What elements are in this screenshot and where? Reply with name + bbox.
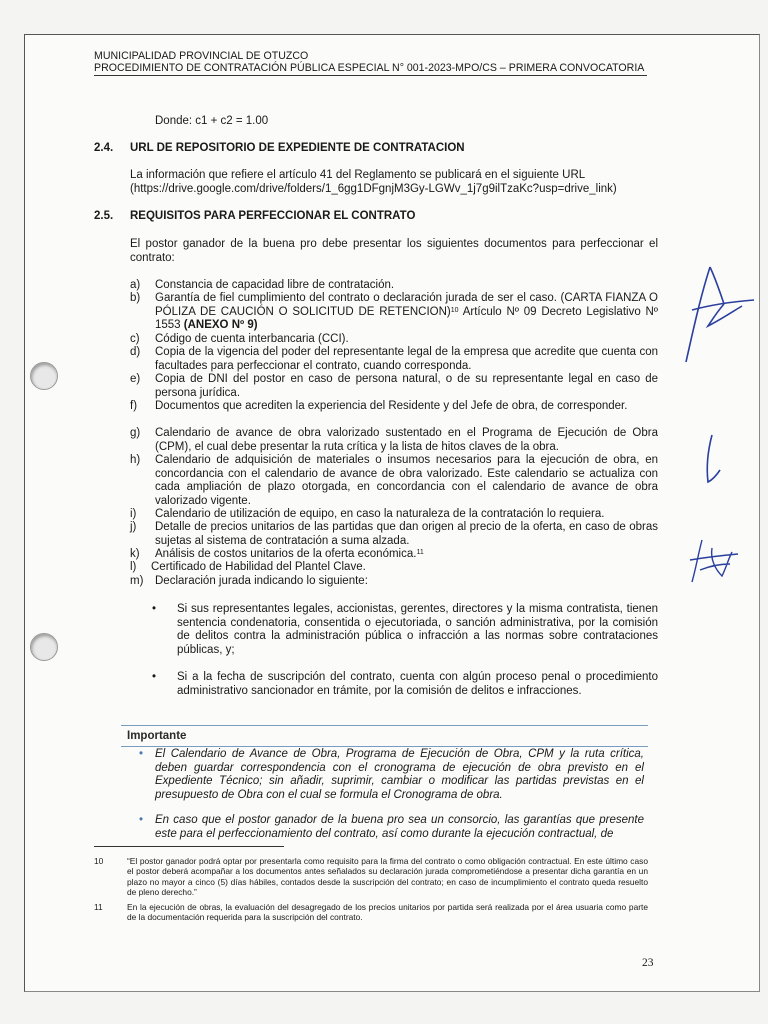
initial-mark: [682, 530, 752, 590]
initial-mark: [700, 430, 730, 490]
list-text-part: Análisis de costos unitarios de la oferta económica.: [155, 548, 417, 560]
bullet-dot: •: [139, 814, 144, 826]
footnote-ref: 11: [416, 549, 424, 556]
punch-hole: [30, 633, 58, 661]
section-title: URL DE REPOSITORIO DE EXPEDIENTE DE CONTRATACION: [130, 142, 465, 154]
list-text: [155, 292, 658, 333]
section-intro: El postor ganador de la buena pro debe presentar los siguientes documentos para perfeccionar el contrato:: [130, 238, 658, 264]
punch-hole: [30, 362, 58, 390]
footnote-number: 10: [94, 856, 104, 866]
list-text: Calendario de adquisición de materiales o insumos necesarios para la ejecución de obra, en concordancia con el calendario de avance de obra valorizado. Este calendario se actualiza con cada ampliación de plazo otorgada, en concordancia con el calendario de avance de obra valorizado vigente.: [155, 454, 658, 507]
list-marker: b): [130, 292, 141, 304]
list-marker: e): [130, 373, 141, 385]
list-marker: k): [130, 548, 140, 560]
url-text: (https://drive.google.com/drive/folders/1_6gg1DFgnjM3Gy-LGWv_1j7g9ilTzaKc?usp=drive_link): [130, 182, 617, 195]
list-text: Calendario de avance de obra valorizado sustentado en el Programa de Ejecución de Obra (CPM), el cual debe presentar la ruta crítica y la lista de hitos claves de la obra.: [155, 427, 658, 453]
important-title: Importante: [127, 730, 187, 742]
footnote-divider: [94, 846, 284, 847]
list-marker: j): [130, 521, 137, 533]
annex-ref: (ANEXO Nº 9): [183, 319, 258, 332]
list-marker: d): [130, 346, 141, 358]
footnote-text: “El postor ganador podrá optar por presentarla como requisito para la firma del contrato o como obligación contractual. En este último caso el postor deberá acompañar a los documentos antes señalados su declaración jurada comprometiéndose a presentar dicha garantía en un plazo no mayor a cinco (5) días hábiles, contados desde la suscripción del contrato; en caso de incumplimiento el contrato queda resuelto de pleno derecho.”: [127, 856, 648, 898]
header-line-1: MUNICIPALIDAD PROVINCIAL DE OTUZCO: [94, 50, 309, 62]
section-number: 2.4.: [94, 142, 114, 154]
list-text-part: Garantía de fiel cumplimiento del contrato o declaración jurada de ser el caso. (CARTA FIANZA O PÓLIZA DE CAUCIÓN O SOLICITUD DE RETENCION): [155, 292, 658, 318]
list-text: [155, 548, 658, 562]
list-text: Certificado de Habilidad del Plantel Clave.: [151, 561, 366, 573]
page-number: 23: [642, 957, 654, 969]
list-marker: i): [130, 508, 137, 520]
list-text: Calendario de utilización de equipo, en caso la naturaleza de la contratación lo requiera.: [155, 508, 605, 520]
section-paragraph: [130, 169, 658, 196]
formula-text: Donde: c1 + c2 = 1.00: [155, 115, 269, 127]
footnote-ref: 10: [450, 306, 459, 314]
list-marker: a): [130, 279, 141, 291]
list-text: Código de cuenta interbancaria (CCI).: [155, 333, 349, 345]
bullet-text: Si a la fecha de suscripción del contrato, cuenta con algún proceso penal o procedimiento administrativo sancionador en trámite, por la comisión de delitos e infracciones.: [177, 671, 658, 697]
list-text: Documentos que acrediten la experiencia del Residente y del Jefe de obra, de corresponder.: [155, 400, 628, 412]
important-text: En caso que el postor ganador de la buena pro sea un consorcio, las garantías que presente este para el perfeccionamiento del contrato, así como durante la ejecución contractual, de: [155, 814, 644, 840]
list-marker: g): [130, 427, 141, 439]
list-text: Copia de DNI del postor en caso de persona natural, o de su representante legal en caso de persona jurídica.: [155, 373, 658, 399]
list-text: Detalle de precios unitarios de las partidas que dan origen al precio de la oferta, en caso de obras sujetas al sistema de contratación a suma alzada.: [155, 521, 658, 547]
signature-mark: [672, 262, 762, 372]
section-number: 2.5.: [94, 210, 114, 222]
list-marker: c): [130, 333, 140, 345]
list-text: Copia de la vigencia del poder del representante legal de la empresa que acredite que cuenta con facultades para perfeccionar el contrato, cuando corresponda.: [155, 346, 658, 372]
footnote-text: En la ejecución de obras, la evaluación del desagregado de los precios unitarios por partida será realizada por el área usuaria como parte de la documentación requerida para la suscripción del contrato.: [127, 902, 648, 923]
list-text: Constancia de capacidad libre de contratación.: [155, 279, 395, 291]
list-marker: h): [130, 454, 141, 466]
list-text: Declaración jurada indicando lo siguiente:: [155, 575, 368, 587]
important-header: [121, 726, 648, 747]
list-marker: m): [130, 575, 144, 587]
paragraph-line: La información que refiere el artículo 41 del Reglamento se publicará en el siguiente URL: [130, 169, 586, 181]
bullet-text: Si sus representantes legales, accionistas, gerentes, directores y la misma contratista, tienen sentencia condenatoria, consentida o ejecutoriada, o sanción administrativa, por la comisión de delitos contra la administración pública o infracción a las normas sobre contrataciones públicas, y;: [177, 603, 658, 656]
section-title: REQUISITOS PARA PERFECCIONAR EL CONTRATO: [130, 210, 416, 222]
header-divider: [94, 75, 647, 76]
list-marker: l): [130, 561, 137, 573]
bullet-dot: •: [152, 671, 157, 683]
list-marker: f): [130, 400, 138, 412]
list-text-part: Artículo Nº 09 Decreto Legislativo Nº 1553: [155, 305, 658, 332]
footnote-number: 11: [94, 902, 103, 912]
important-text: El Calendario de Avance de Obra, Programa de Ejecución de Obra, CPM y la ruta crítica, deben guardar correspondencia con el cronograma de ejecución de obra previsto en el Expediente Técnico; sin añadir, suprimir, cambiar o modificar las partidas previstas en el presupuesto de Obra con el cual se formula el Cronograma de obra.: [155, 748, 644, 801]
important-box: [121, 725, 648, 838]
bullet-dot: •: [139, 748, 144, 760]
document-header: [94, 50, 644, 74]
bullet-dot: •: [152, 603, 157, 615]
header-line-2: PROCEDIMIENTO DE CONTRATACIÓN PÚBLICA ESPECIAL N° 001-2023-MPO/CS – PRIMERA CONVOCATORIA: [94, 62, 645, 74]
